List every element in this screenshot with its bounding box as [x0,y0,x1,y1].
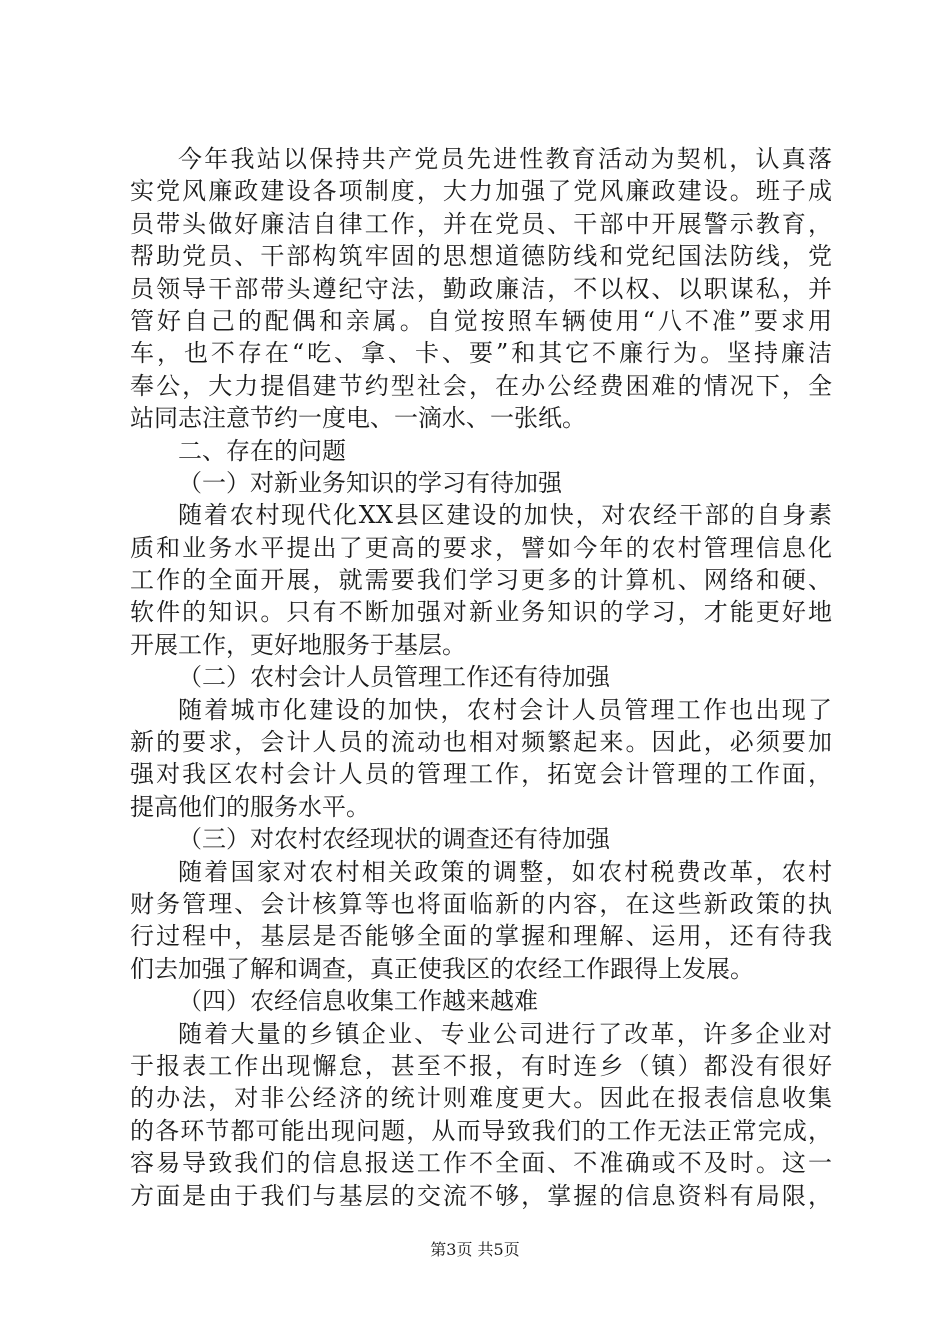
paragraph-line: 提高他们的服务水平。 [130,792,370,821]
subsection-heading: （四）农经信息收集工作越来越难 [178,987,538,1016]
document-body [130,143,832,1212]
paragraph-line: 随着农村现代化XX县区建设的加快，对农经干部的自身素 [178,501,832,530]
paragraph-line: 开展工作，更好地服务于基层。 [130,630,466,659]
paragraph-line: 帮助党员、干部构筑牢固的思想道德防线和党纪国法防线，党 [130,242,832,271]
paragraph-line: 实党风廉政建设各项制度，大力加强了党风廉政建设。班子成 [130,177,832,206]
subsection-heading: （一）对新业务知识的学习有待加强 [178,468,562,497]
paragraph-line: 车，也不存在“吃、拿、卡、要”和其它不廉行为。坚持廉洁 [130,339,832,368]
paragraph-line: 新的要求，会计人员的流动也相对频繁起来。因此，必须要加 [130,728,832,757]
paragraph-line: 质和业务水平提出了更高的要求，譬如今年的农村管理信息化 [130,533,832,562]
paragraph-line: 员领导干部带头遵纪守法，勤政廉洁，不以权、以职谋私，并 [130,274,832,303]
paragraph-line: 于报表工作出现懈怠，甚至不报，有时连乡（镇）都没有很好 [130,1051,832,1080]
paragraph-line: 容易导致我们的信息报送工作不全面、不准确或不及时。这一 [130,1149,832,1178]
subsection-heading: （二）农村会计人员管理工作还有待加强 [178,663,610,692]
paragraph-line: 的办法，对非公经济的统计则难度更大。因此在报表信息收集 [130,1084,832,1113]
paragraph-line: 的各环节都可能出现问题，从而导致我们的工作无法正常完成， [130,1116,832,1145]
paragraph-line: 强对我区农村会计人员的管理工作，拓宽会计管理的工作面， [130,760,832,789]
paragraph-line: 随着城市化建设的加快，农村会计人员管理工作也出现了 [178,695,832,724]
paragraph-line: 方面是由于我们与基层的交流不够，掌握的信息资料有局限， [130,1181,832,1210]
paragraph-line: 财务管理、会计核算等也将面临新的内容，在这些新政策的执 [130,889,832,918]
paragraph-line: 奉公，大力提倡建节约型社会，在办公经费困难的情况下，全 [130,371,832,400]
paragraph-line: 员带头做好廉洁自律工作，并在党员、干部中开展警示教育， [130,209,832,238]
paragraph-line: 行过程中，基层是否能够全面的掌握和理解、运用，还有待我 [130,922,832,951]
paragraph-line: 们去加强了解和调查，真正使我区的农经工作跟得上发展。 [130,954,754,983]
paragraph-line: 软件的知识。只有不断加强对新业务知识的学习，才能更好地 [130,598,832,627]
subsection-heading: （三）对农村农经现状的调查还有待加强 [178,825,610,854]
paragraph-line: 工作的全面开展，就需要我们学习更多的计算机、网络和硬、 [130,566,832,595]
paragraph-line: 管好自己的配偶和亲属。自觉按照车辆使用“八不准”要求用 [130,306,832,335]
paragraph-line: 随着大量的乡镇企业、专业公司进行了改革，许多企业对 [178,1019,832,1048]
paragraph-line: 随着国家对农村相关政策的调整，如农村税费改革，农村 [178,857,832,886]
page-number-footer: 第3页 共5页 [430,1240,520,1259]
paragraph-line: 今年我站以保持共产党员先进性教育活动为契机，认真落 [178,145,832,173]
section-heading: 二、存在的问题 [178,436,346,465]
paragraph-line: 站同志注意节约一度电、一滴水、一张纸。 [130,404,586,433]
